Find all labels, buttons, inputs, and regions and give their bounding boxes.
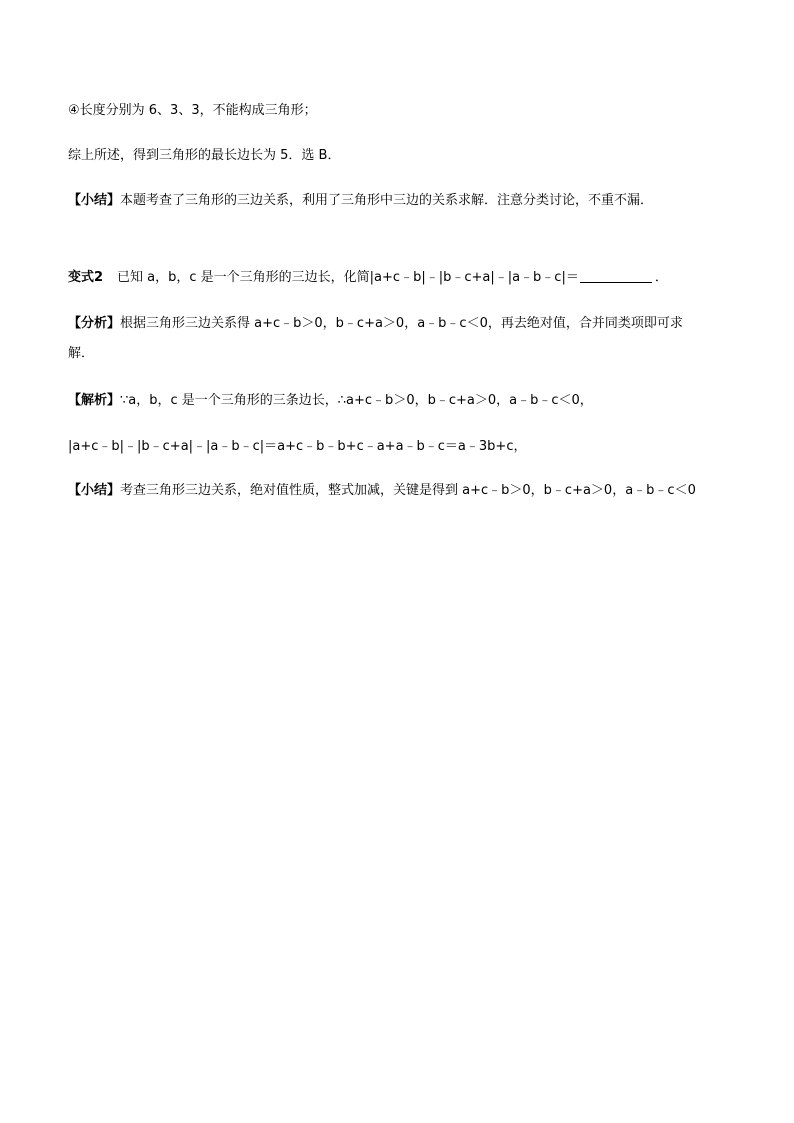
summary2-tag: 【小结】 [68, 483, 121, 498]
summary-tag: 【小结】 [68, 193, 121, 208]
solution-equation: |a+c﹣b|﹣|b﹣c+a|﹣|a﹣b﹣c|＝a+c﹣b﹣b+c﹣a+a﹣b﹣c＝a﹣3b+c， [68, 439, 527, 454]
analysis-text: 根据三角形三边关系得 a+c﹣b＞0，b﹣c+a＞0，a﹣b﹣c＜0，再去绝对值，合并同类项即可求 [120, 316, 683, 331]
summary-paragraph [68, 191, 653, 211]
solution-text: ∵a，b，c 是一个三角形的三条边长，∴a+c﹣b＞0，b﹣c+a＞0，a﹣b﹣c＜0， [120, 393, 593, 408]
summary2-paragraph [68, 481, 696, 501]
solution-tag: 【解析】 [68, 393, 121, 408]
analysis-paragraph [68, 314, 683, 334]
analysis-tag: 【分析】 [68, 316, 121, 331]
case-four-line: ④长度分别为 6、3、3，不能构成三角形； [68, 103, 317, 118]
variant-question-end: ． [654, 270, 668, 285]
conclusion-line: 综上所述，得到三角形的最长边长为 5．选 B． [68, 148, 341, 163]
solution-paragraph [68, 391, 593, 411]
answer-blank [580, 268, 652, 283]
analysis-continuation: 解． [68, 346, 95, 361]
variant-label: 变式2 [68, 270, 104, 285]
summary-text: 本题考查了三角形的三边关系，利用了三角形中三边的关系求解．注意分类讨论，不重不漏． [120, 193, 654, 208]
variant-question [68, 268, 668, 288]
variant-question-text: 已知 a，b，c 是一个三角形的三边长，化简|a+c﹣b|﹣|b﹣c+a|﹣|a﹣b﹣c|＝ [117, 270, 579, 285]
summary2-text: 考查三角形三边关系，绝对值性质，整式加减，关键是得到 a+c﹣b＞0，b﹣c+a＞0，a﹣b﹣c＜0 [120, 483, 696, 498]
